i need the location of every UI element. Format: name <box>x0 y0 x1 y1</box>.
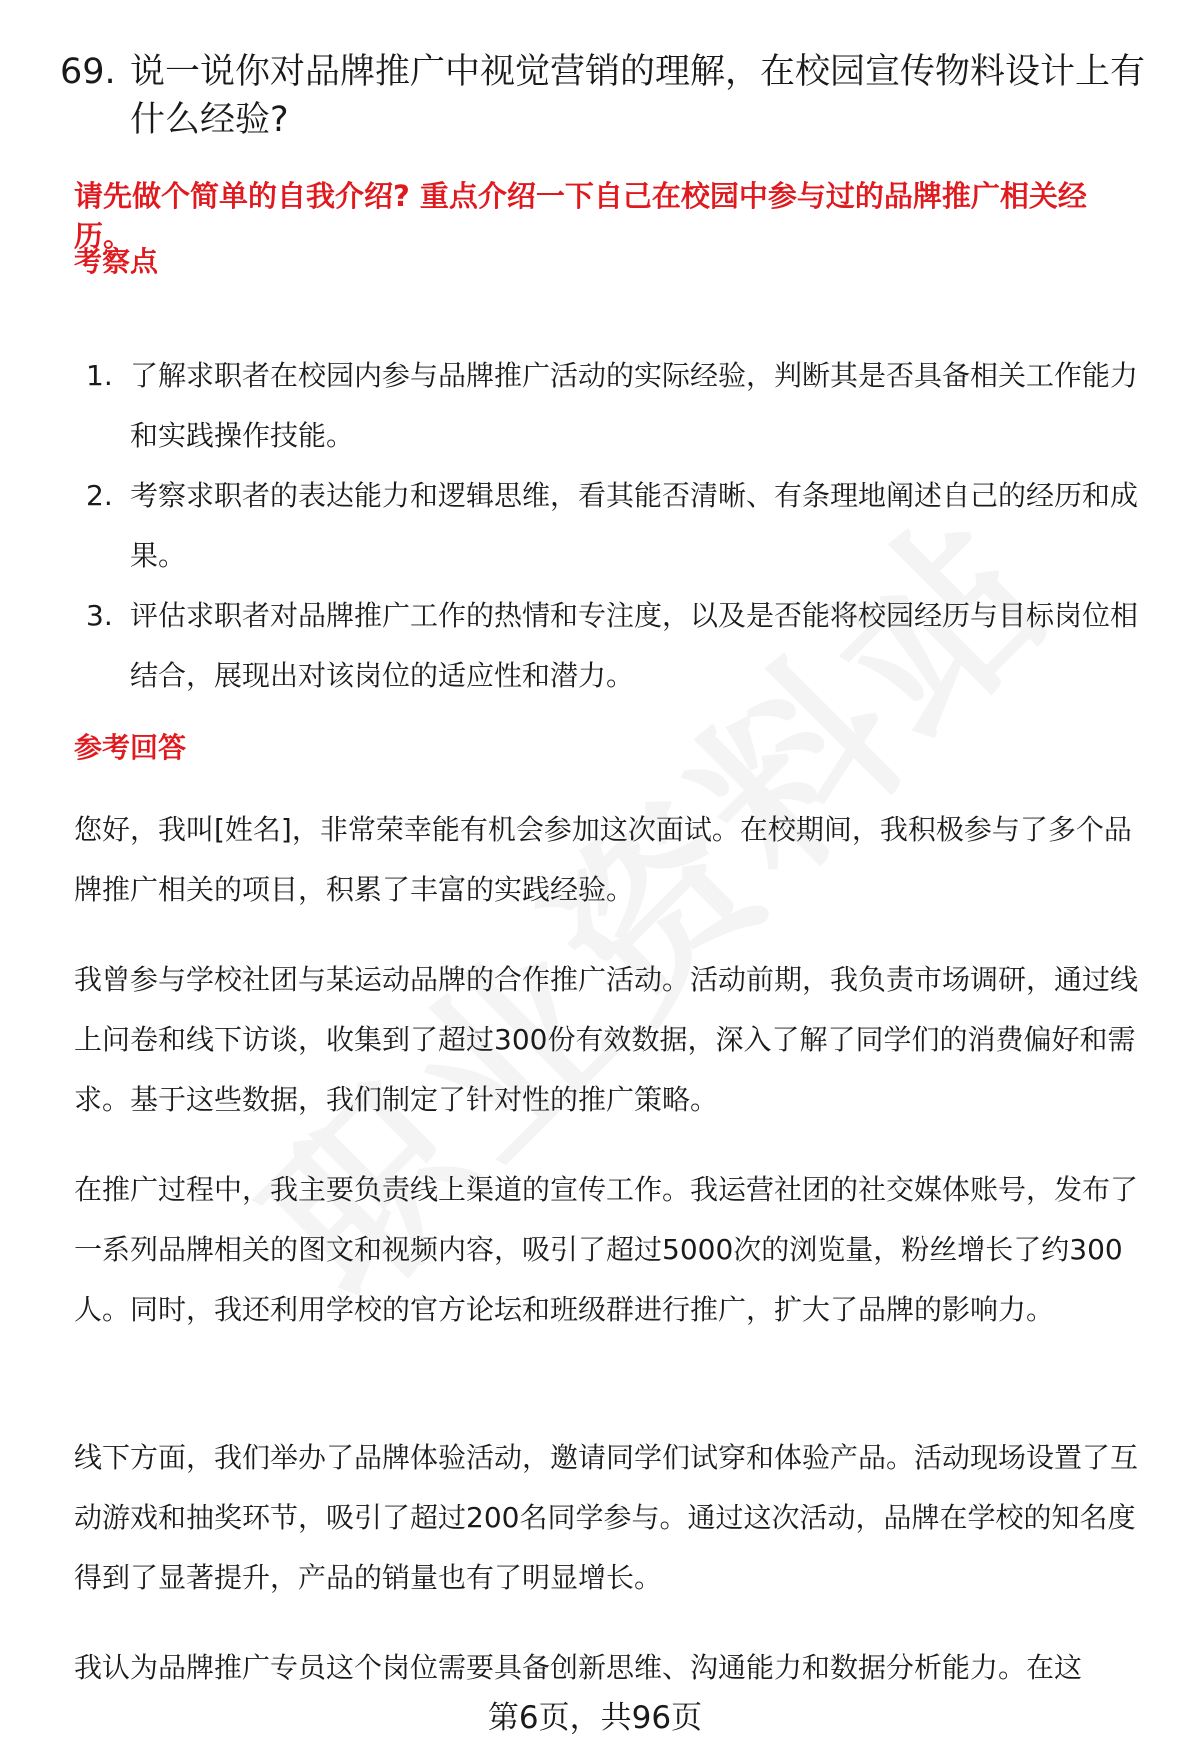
answer-paragraph: 线下方面，我们举办了品牌体验活动，邀请同学们试穿和体验产品。活动现场设置了互动游戏和抽奖环节，吸引了超过200名同学参与。通过这次活动，品牌在学校的知名度得到了显著提升，产品的销量也有了明显增长。 <box>74 1441 1139 1594</box>
list-item-text: 了解求职者在校园内参与品牌推广活动的实际经验，判断其是否具备相关工作能力和实践操作技能。 <box>130 359 1139 452</box>
answer-paragraph: 我认为品牌推广专员这个岗位需要具备创新思维、沟通能力和数据分析能力。在这 <box>74 1651 1083 1684</box>
list-item <box>86 346 1156 466</box>
list-item-number: 1. <box>86 359 113 392</box>
answer-paragraph: 我曾参与学校社团与某运动品牌的合作推广活动。活动前期，我负责市场调研，通过线上问卷和线下访谈，收集到了超过300份有效数据，深入了解了同学们的消费偏好和需求。基于这些数据，我们制定了针对性的推广策略。 <box>74 963 1139 1116</box>
page-footer: 第6页，共96页 <box>487 1700 703 1736</box>
list-item-text: 评估求职者对品牌推广工作的热情和专注度，以及是否能将校园经历与目标岗位相结合，展现出对该岗位的适应性和潜力。 <box>130 599 1139 692</box>
list-item-number: 3. <box>86 599 113 632</box>
section-heading-points: 考察点 <box>74 245 159 278</box>
list-item <box>86 586 1156 706</box>
sub-question: 请先做个简单的自我介绍? 重点介绍一下自己在校园中参与过的品牌推广相关经历。 <box>74 179 1087 253</box>
question-number: 69. <box>60 52 116 92</box>
answer-paragraph: 在推广过程中，我主要负责线上渠道的宣传工作。我运营社团的社交媒体账号，发布了一系列品牌相关的图文和视频内容，吸引了超过5000次的浏览量，粉丝增长了约300人。同时，我还利用学校的官方论坛和班级群进行推广，扩大了品牌的影响力。 <box>74 1173 1139 1326</box>
list-item-number: 2. <box>86 479 113 512</box>
answer-paragraph: 您好，我叫[姓名]，非常荣幸能有机会参加这次面试。在校期间，我积极参与了多个品牌推广相关的项目，积累了丰富的实践经验。 <box>74 813 1132 906</box>
question-text: 说一说你对品牌推广中视觉营销的理解，在校园宣传物料设计上有什么经验? <box>130 52 1146 140</box>
points-list <box>86 346 1156 706</box>
question-title <box>60 48 1160 144</box>
list-item-text: 考察求职者的表达能力和逻辑思维，看其能否清晰、有条理地阐述自己的经历和成果。 <box>130 479 1139 572</box>
section-heading-answer: 参考回答 <box>74 731 187 764</box>
list-item <box>86 466 1156 586</box>
